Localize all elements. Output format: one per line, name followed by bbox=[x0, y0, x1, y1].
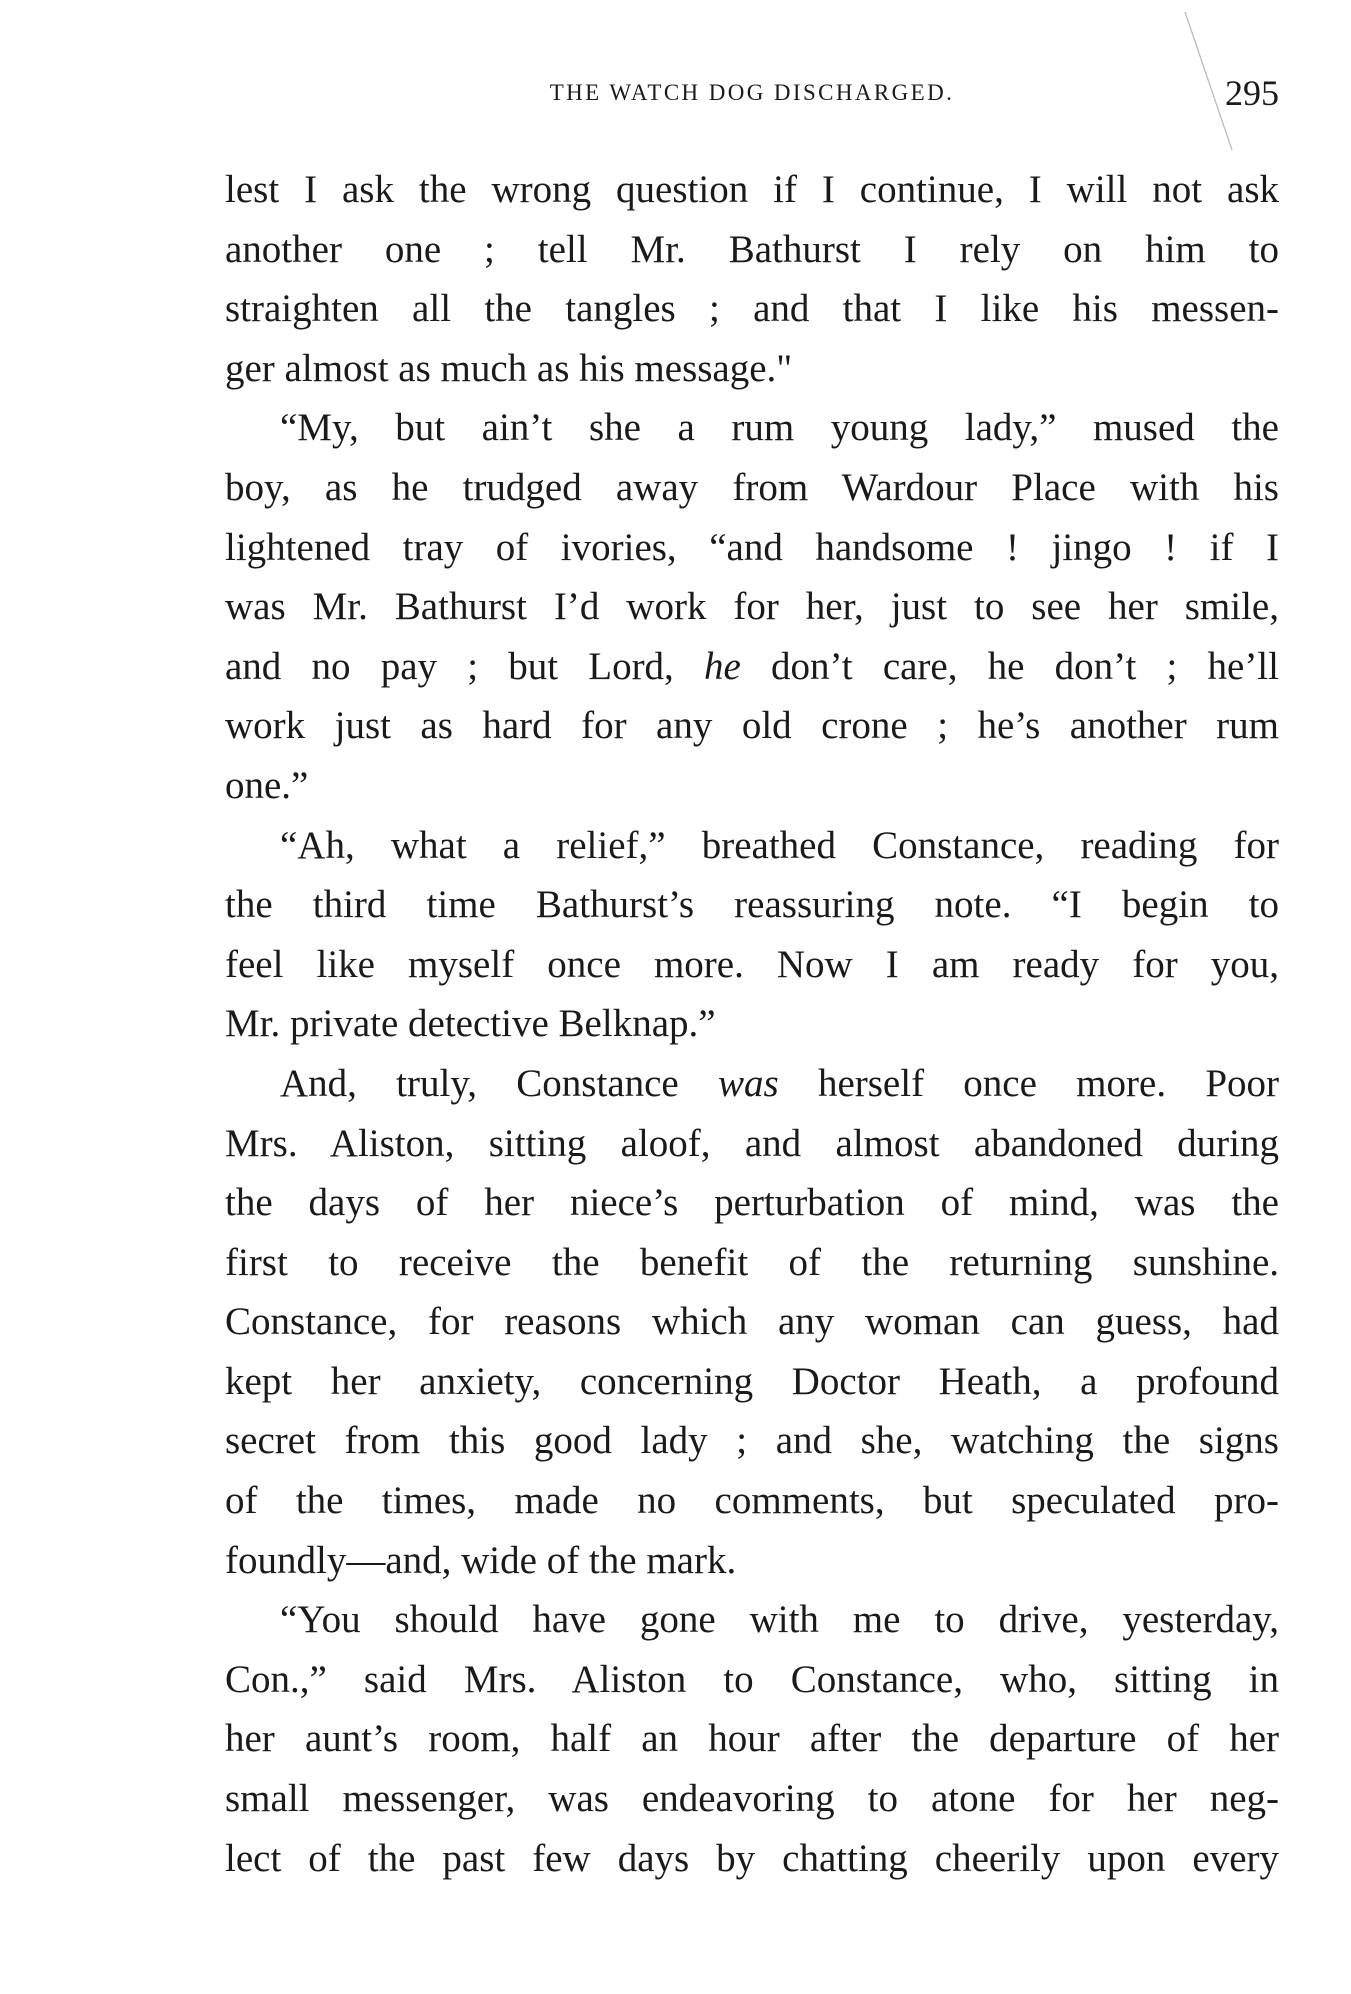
paragraph bbox=[225, 816, 1279, 1054]
text-line: Mr. private detective Belknap.” bbox=[225, 1002, 716, 1046]
paragraph bbox=[225, 160, 1279, 398]
text-line: lect of the past few days by chatting cheerily upon every bbox=[225, 1836, 1279, 1880]
text-line: straighten all the tangles ; and that I like his messen- bbox=[225, 287, 1279, 331]
text-line: Mrs. Aliston, sitting aloof, and almost abandoned during bbox=[225, 1121, 1279, 1165]
paragraph bbox=[225, 1054, 1279, 1590]
text-line: lest I ask the wrong question if I continue, I will not ask bbox=[225, 168, 1279, 211]
emphasized-word: he bbox=[704, 644, 741, 688]
text-line: “My, but ain’t she a rum young lady,” mused the bbox=[280, 406, 1279, 450]
text-line: the days of her niece’s perturbation of mind, was the bbox=[225, 1181, 1279, 1225]
text-line: her aunt’s room, half an hour after the departure of her bbox=[225, 1717, 1279, 1761]
text-line: another one ; tell Mr. Bathurst I rely on him to bbox=[225, 227, 1279, 271]
text-line: Constance, for reasons which any woman can guess, had bbox=[225, 1300, 1279, 1344]
running-head bbox=[225, 73, 1279, 118]
text-line: small messenger, was endeavoring to atone for her neg- bbox=[225, 1777, 1279, 1821]
text-line: Con.,” said Mrs. Aliston to Constance, who, sitting in bbox=[225, 1657, 1279, 1701]
text-segment: And, truly, Constance bbox=[280, 1061, 718, 1105]
text-line: feel like myself once more. Now I am ready for you, bbox=[225, 942, 1279, 986]
text-line: the third time Bathurst’s reassuring note. “I begin to bbox=[225, 883, 1279, 927]
text-line: “Ah, what a relief,” breathed Constance, reading for bbox=[280, 823, 1279, 867]
body-text bbox=[225, 160, 1279, 1888]
text-line bbox=[225, 1054, 1279, 1114]
paragraph bbox=[225, 1590, 1279, 1888]
text-line: foundly—and, wide of the mark. bbox=[225, 1538, 737, 1582]
text-line: boy, as he trudged away from Wardour Place with his bbox=[225, 465, 1279, 509]
paragraph bbox=[225, 398, 1279, 815]
text-line: kept her anxiety, concerning Doctor Heath, a profound bbox=[225, 1359, 1279, 1403]
text-line bbox=[225, 637, 1279, 697]
text-line: work just as hard for any old crone ; he’s another rum bbox=[225, 704, 1279, 748]
text-line: one.” bbox=[225, 763, 309, 807]
text-line: lightened tray of ivories, “and handsome ! jingo ! if I bbox=[225, 525, 1279, 569]
page-number: 295 bbox=[1225, 73, 1279, 113]
text-segment: herself once more. Poor bbox=[778, 1061, 1279, 1105]
emphasized-word: was bbox=[718, 1061, 779, 1105]
text-line: first to receive the benefit of the returning sunshine. bbox=[225, 1240, 1279, 1284]
text-line: “You should have gone with me to drive, yesterday, bbox=[280, 1598, 1279, 1642]
text-segment: don’t care, he don’t ; he’ll bbox=[740, 644, 1279, 688]
running-title: THE WATCH DOG DISCHARGED. bbox=[549, 80, 955, 105]
scan-mark bbox=[1180, 10, 1240, 160]
text-line: ger almost as much as his message." bbox=[225, 346, 793, 390]
text-line: of the times, made no comments, but speculated pro- bbox=[225, 1479, 1279, 1523]
text-segment: and no pay ; but Lord, bbox=[225, 644, 704, 688]
text-line: was Mr. Bathurst I’d work for her, just to see her smile, bbox=[225, 585, 1279, 629]
text-line: secret from this good lady ; and she, watching the signs bbox=[225, 1419, 1279, 1463]
